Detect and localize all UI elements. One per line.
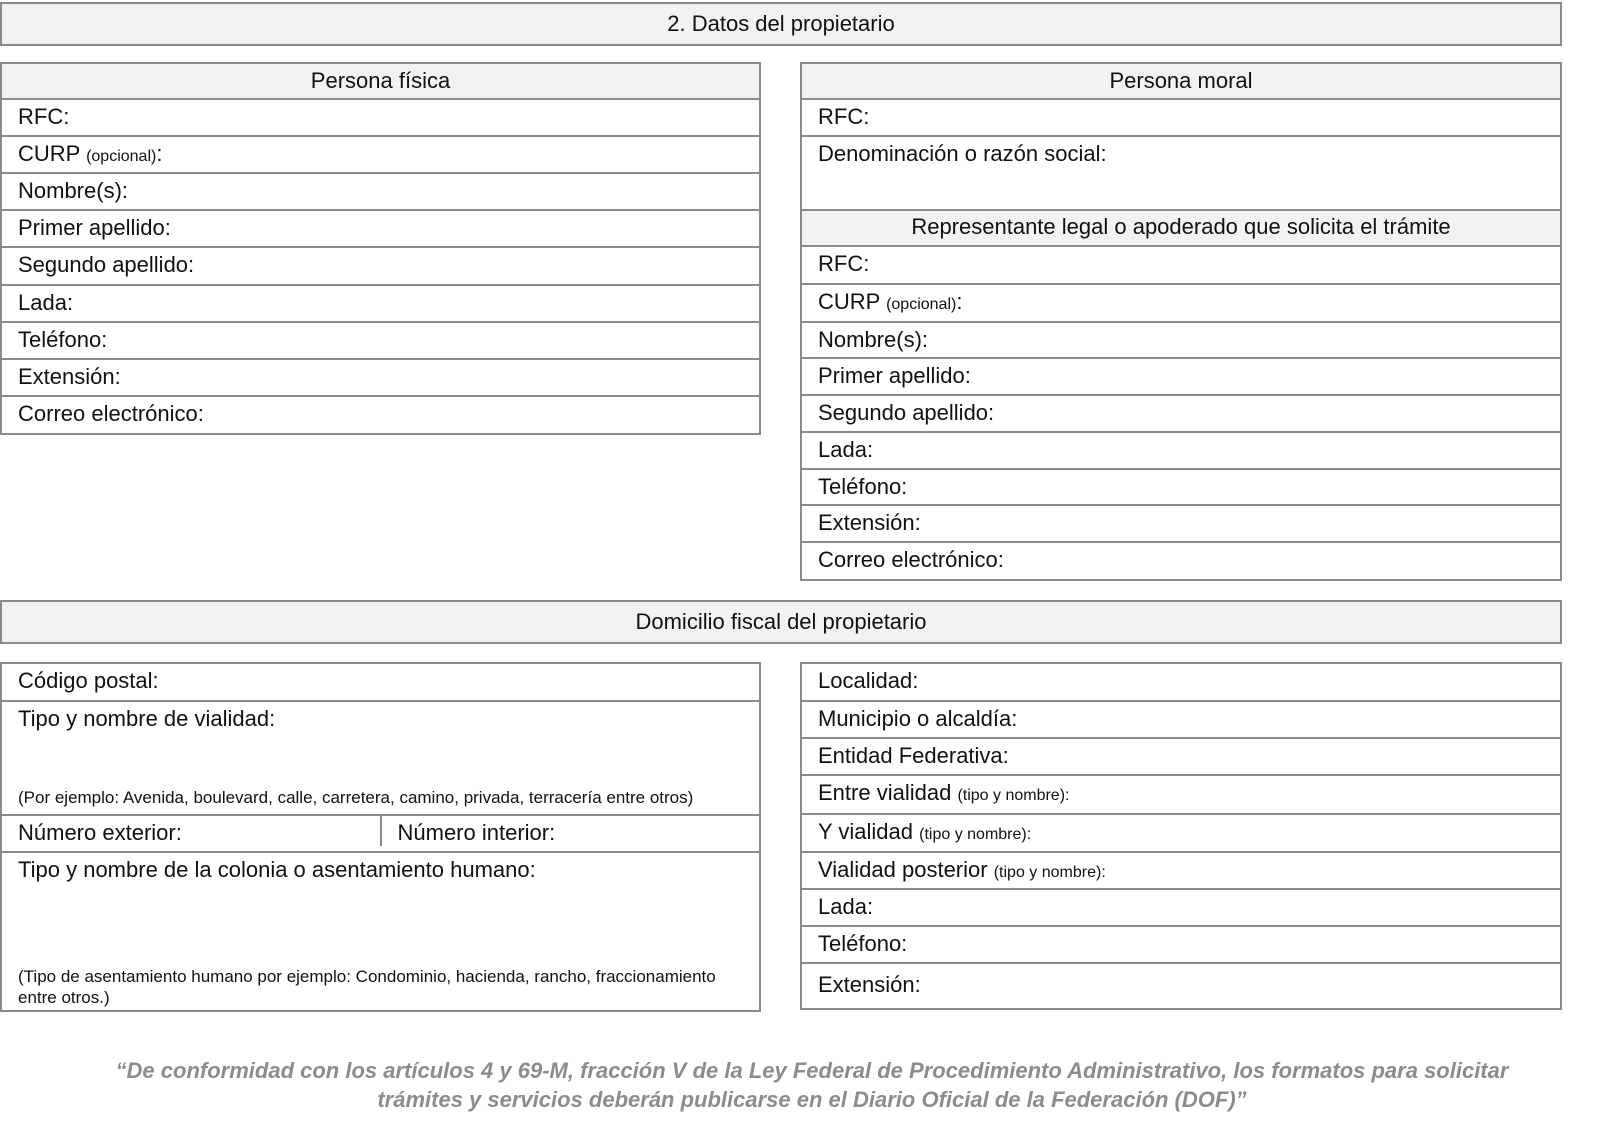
rep-nombre-field[interactable] bbox=[802, 323, 1560, 359]
vialidad-note: (Por ejemplo: Avenida, boulevard, calle, carretera, camino, privada, terracería entre otros) bbox=[18, 788, 694, 807]
rep-lada-field[interactable] bbox=[802, 433, 1560, 470]
rep-curp-field[interactable]: CURP (opcional): bbox=[802, 285, 1560, 323]
pf-segundo-apellido-label: Segundo apellido: bbox=[18, 252, 195, 277]
rep-correo-label: Correo electrónico: bbox=[818, 547, 1004, 572]
rep-primer-apellido-field[interactable] bbox=[802, 359, 1560, 396]
persona-fisica-table bbox=[0, 62, 761, 435]
rep-segundo-apellido-label: Segundo apellido: bbox=[818, 400, 995, 425]
pf-extension-label: Extensión: bbox=[18, 364, 121, 389]
rep-extension-field[interactable] bbox=[802, 506, 1560, 543]
section-title: 2. Datos del propietario bbox=[0, 2, 1562, 46]
rep-curp-note: (opcional) bbox=[886, 296, 957, 313]
colonia-note: (Tipo de asentamiento humano por ejemplo: Condominio, hacienda, rancho, fraccionamiento entre otros.) bbox=[18, 967, 716, 1007]
localidad-field[interactable] bbox=[802, 664, 1560, 702]
dom-telefono-label: Teléfono: bbox=[818, 931, 908, 956]
footer-line-1: “De conformidad con los artículos 4 y 69-M, fracción V de la Ley Federal de Procedimiento Administrativo, los formatos para solicitar bbox=[115, 1058, 1509, 1083]
entre-vialidad-note: (tipo y nombre): bbox=[957, 787, 1070, 804]
legal-footer bbox=[0, 1056, 1624, 1114]
rep-rfc-label: RFC: bbox=[818, 251, 870, 276]
pf-segundo-apellido-field[interactable] bbox=[2, 248, 759, 286]
pf-telefono-label: Teléfono: bbox=[18, 327, 108, 352]
rep-segundo-apellido-field[interactable] bbox=[802, 396, 1560, 433]
pm-rfc-label: RFC: bbox=[818, 104, 870, 129]
y-vialidad-label: Y vialidad bbox=[818, 819, 913, 844]
colonia-field[interactable] bbox=[2, 853, 759, 1010]
municipio-label: Municipio o alcaldía: bbox=[818, 706, 1018, 731]
rep-telefono-label: Teléfono: bbox=[818, 474, 908, 499]
pf-primer-apellido-label: Primer apellido: bbox=[18, 215, 171, 240]
numero-exterior-field[interactable] bbox=[2, 816, 382, 846]
rep-rfc-field[interactable] bbox=[802, 247, 1560, 285]
y-vialidad-note: (tipo y nombre): bbox=[919, 826, 1032, 843]
persona-moral-table bbox=[800, 62, 1562, 581]
rep-extension-label: Extensión: bbox=[818, 510, 921, 535]
pf-nombre-label: Nombre(s): bbox=[18, 178, 129, 203]
rep-nombre-label: Nombre(s): bbox=[818, 327, 929, 352]
entre-vialidad-label: Entre vialidad bbox=[818, 780, 952, 805]
vialidad-posterior-note: (tipo y nombre): bbox=[993, 864, 1106, 881]
numero-interior-label: Número interior: bbox=[397, 820, 556, 845]
numero-exterior-label: Número exterior: bbox=[18, 820, 182, 845]
dom-extension-label: Extensión: bbox=[818, 972, 921, 997]
pf-primer-apellido-field[interactable] bbox=[2, 211, 759, 248]
numero-interior-field[interactable] bbox=[382, 816, 760, 846]
codigo-postal-field[interactable] bbox=[2, 664, 759, 702]
entidad-label: Entidad Federativa: bbox=[818, 743, 1009, 768]
vialidad-posterior-field[interactable] bbox=[802, 853, 1560, 890]
pf-lada-field[interactable] bbox=[2, 286, 759, 323]
dom-lada-field[interactable] bbox=[802, 890, 1560, 927]
pm-denominacion-label: Denominación o razón social: bbox=[818, 141, 1107, 166]
rep-curp-label: CURP bbox=[818, 289, 880, 314]
pf-correo-field[interactable] bbox=[2, 397, 759, 433]
pf-curp-note: (opcional) bbox=[86, 148, 157, 165]
vialidad-posterior-label: Vialidad posterior bbox=[818, 857, 988, 882]
rep-lada-label: Lada: bbox=[818, 437, 874, 462]
pf-curp-label: CURP bbox=[18, 141, 80, 166]
pf-curp-field[interactable]: CURP (opcional): bbox=[2, 137, 759, 174]
pm-rfc-field[interactable] bbox=[802, 100, 1560, 137]
pf-telefono-field[interactable] bbox=[2, 323, 759, 360]
representante-title: Representante legal o apoderado que solicita el trámite bbox=[802, 211, 1560, 247]
pf-lada-label: Lada: bbox=[18, 290, 74, 315]
localidad-label: Localidad: bbox=[818, 668, 919, 693]
pf-rfc-field[interactable] bbox=[2, 100, 759, 137]
rep-correo-field[interactable] bbox=[802, 543, 1560, 579]
domicilio-title: Domicilio fiscal del propietario bbox=[0, 600, 1562, 644]
pf-nombre-field[interactable] bbox=[2, 174, 759, 211]
numero-row bbox=[2, 816, 759, 853]
pm-denominacion-field[interactable] bbox=[802, 137, 1560, 211]
codigo-postal-label: Código postal: bbox=[18, 668, 159, 693]
dom-lada-label: Lada: bbox=[818, 894, 874, 919]
domicilio-right-table bbox=[800, 662, 1562, 1010]
domicilio-left-table bbox=[0, 662, 761, 1012]
y-vialidad-field[interactable] bbox=[802, 815, 1560, 853]
pf-rfc-label: RFC: bbox=[18, 104, 70, 129]
entidad-field[interactable] bbox=[802, 739, 1560, 776]
rep-primer-apellido-label: Primer apellido: bbox=[818, 363, 971, 388]
footer-line-2: trámites y servicios deberán publicarse en el Diario Oficial de la Federación (DOF)” bbox=[377, 1087, 1247, 1112]
persona-fisica-title: Persona física bbox=[2, 64, 759, 100]
dom-extension-field[interactable] bbox=[802, 964, 1560, 1008]
pf-extension-field[interactable] bbox=[2, 360, 759, 397]
persona-moral-title: Persona moral bbox=[802, 64, 1560, 100]
rep-telefono-field[interactable] bbox=[802, 470, 1560, 506]
vialidad-field[interactable] bbox=[2, 702, 759, 816]
colonia-label: Tipo y nombre de la colonia o asentamiento humano: bbox=[18, 857, 536, 882]
vialidad-label: Tipo y nombre de vialidad: bbox=[18, 706, 276, 731]
entre-vialidad-field[interactable] bbox=[802, 776, 1560, 815]
municipio-field[interactable] bbox=[802, 702, 1560, 739]
pf-correo-label: Correo electrónico: bbox=[18, 401, 204, 426]
dom-telefono-field[interactable] bbox=[802, 927, 1560, 964]
